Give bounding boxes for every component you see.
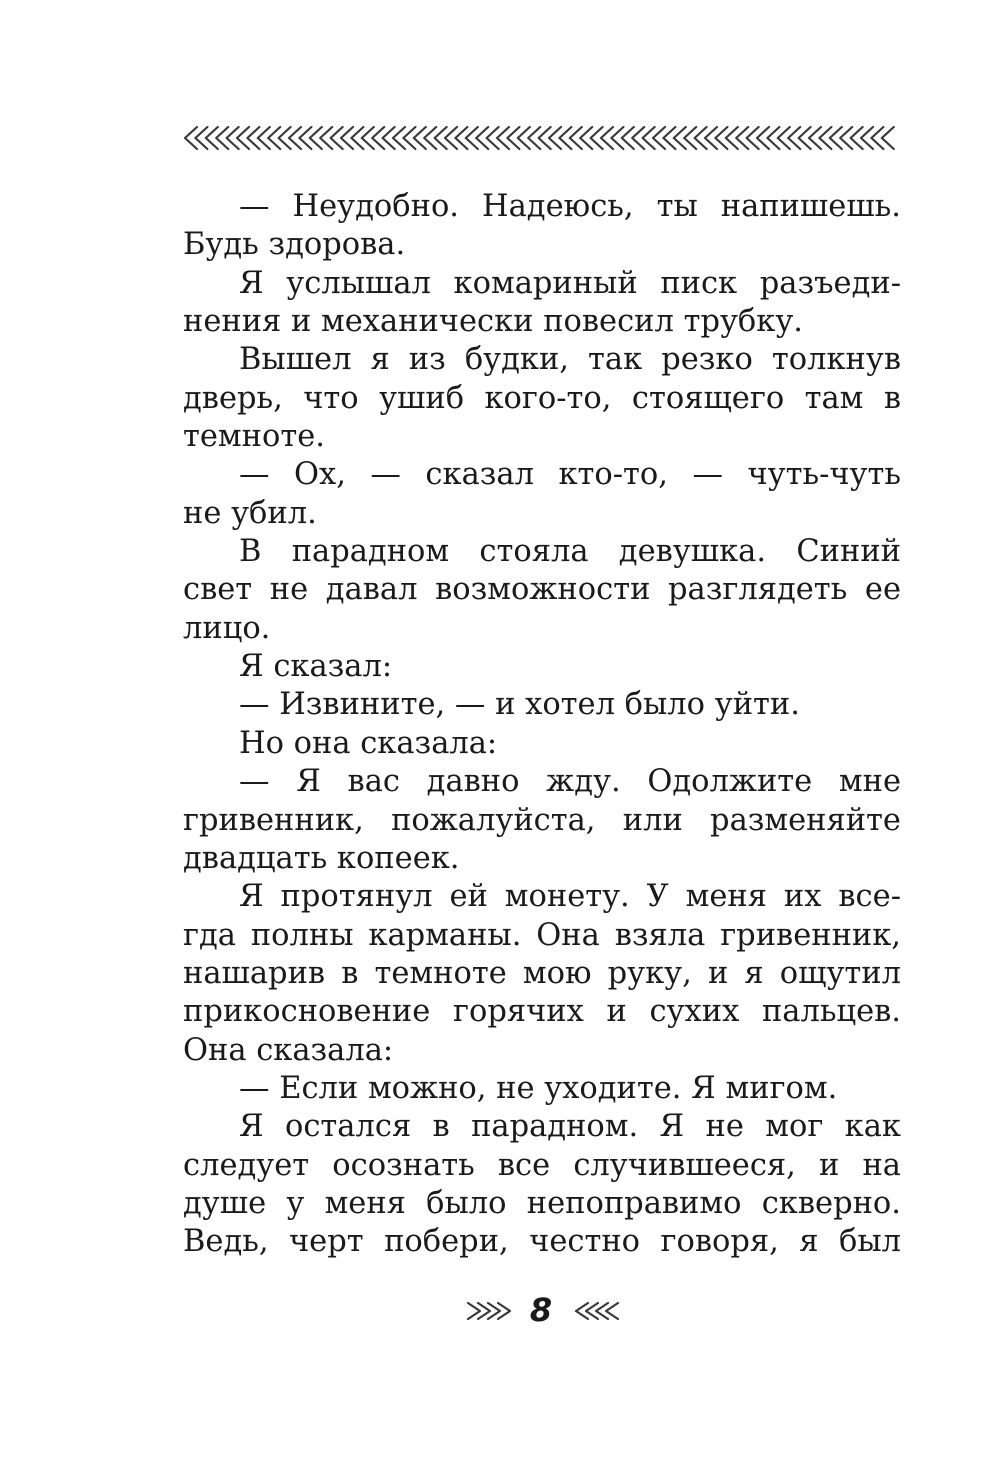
text-line: душе у меня было непоправимо скверно.: [183, 1185, 901, 1221]
chevrons-right-icon: [466, 1300, 512, 1322]
text-line: — Если можно, не уходите. Я мигом.: [239, 1070, 838, 1106]
text-line: Я сказал:: [239, 649, 393, 685]
text-line: Будь здорова.: [183, 227, 406, 263]
page-body-text: [183, 188, 901, 1262]
text-line: гда полны карманы. Она взяла гривенник,: [183, 917, 901, 953]
page-number: 8: [529, 1291, 553, 1329]
text-line: не убил.: [183, 495, 317, 531]
text-line: Вышел я из будки, так резко толкнув: [239, 342, 901, 378]
text-line: — Извините, — и хотел было уйти.: [239, 687, 800, 723]
text-line: свет не давал возможности разглядеть ее: [183, 572, 901, 608]
text-line: лицо.: [183, 610, 271, 646]
chevrons-left-icon: [574, 1300, 620, 1322]
page-footer: [0, 1290, 1000, 1330]
text-line: — Я вас давно жду. Одолжите мне: [239, 764, 901, 800]
text-line: Она сказала:: [183, 1032, 394, 1068]
text-line: Я остался в парадном. Я не мог как: [239, 1109, 901, 1145]
text-line: дверь, что ушиб кого-то, стоящего там в: [183, 380, 901, 416]
text-line: В парадном стояла девушка. Синий: [239, 534, 901, 570]
text-line: нашарив в темноте мою руку, и я ощутил: [183, 955, 901, 991]
text-line: Но она сказала:: [239, 725, 498, 761]
text-line: темноте.: [183, 419, 325, 455]
text-line: нения и механически повесил трубку.: [183, 304, 803, 340]
text-line: двадцать копеек.: [183, 840, 460, 876]
text-line: Я услышал комариный писк разъеди-: [239, 265, 901, 301]
text-line: — Неудобно. Надеюсь, ты напишешь.: [239, 189, 901, 224]
text-line: Ведь, черт побери, честно говоря, я был: [183, 1224, 901, 1260]
text-line: следует осознать все случившееся, и на: [183, 1147, 901, 1183]
text-line: прикосновение горячих и сухих пальцев.: [183, 994, 901, 1030]
chevron-border-icon: [183, 124, 901, 152]
text-line: Я протянул ей монету. У меня их все-: [239, 879, 901, 915]
text-line: — Ох, — сказал кто-то, — чуть-чуть: [239, 457, 901, 493]
text-line: гривенник, пожалуйста, или разменяйте: [183, 802, 901, 838]
